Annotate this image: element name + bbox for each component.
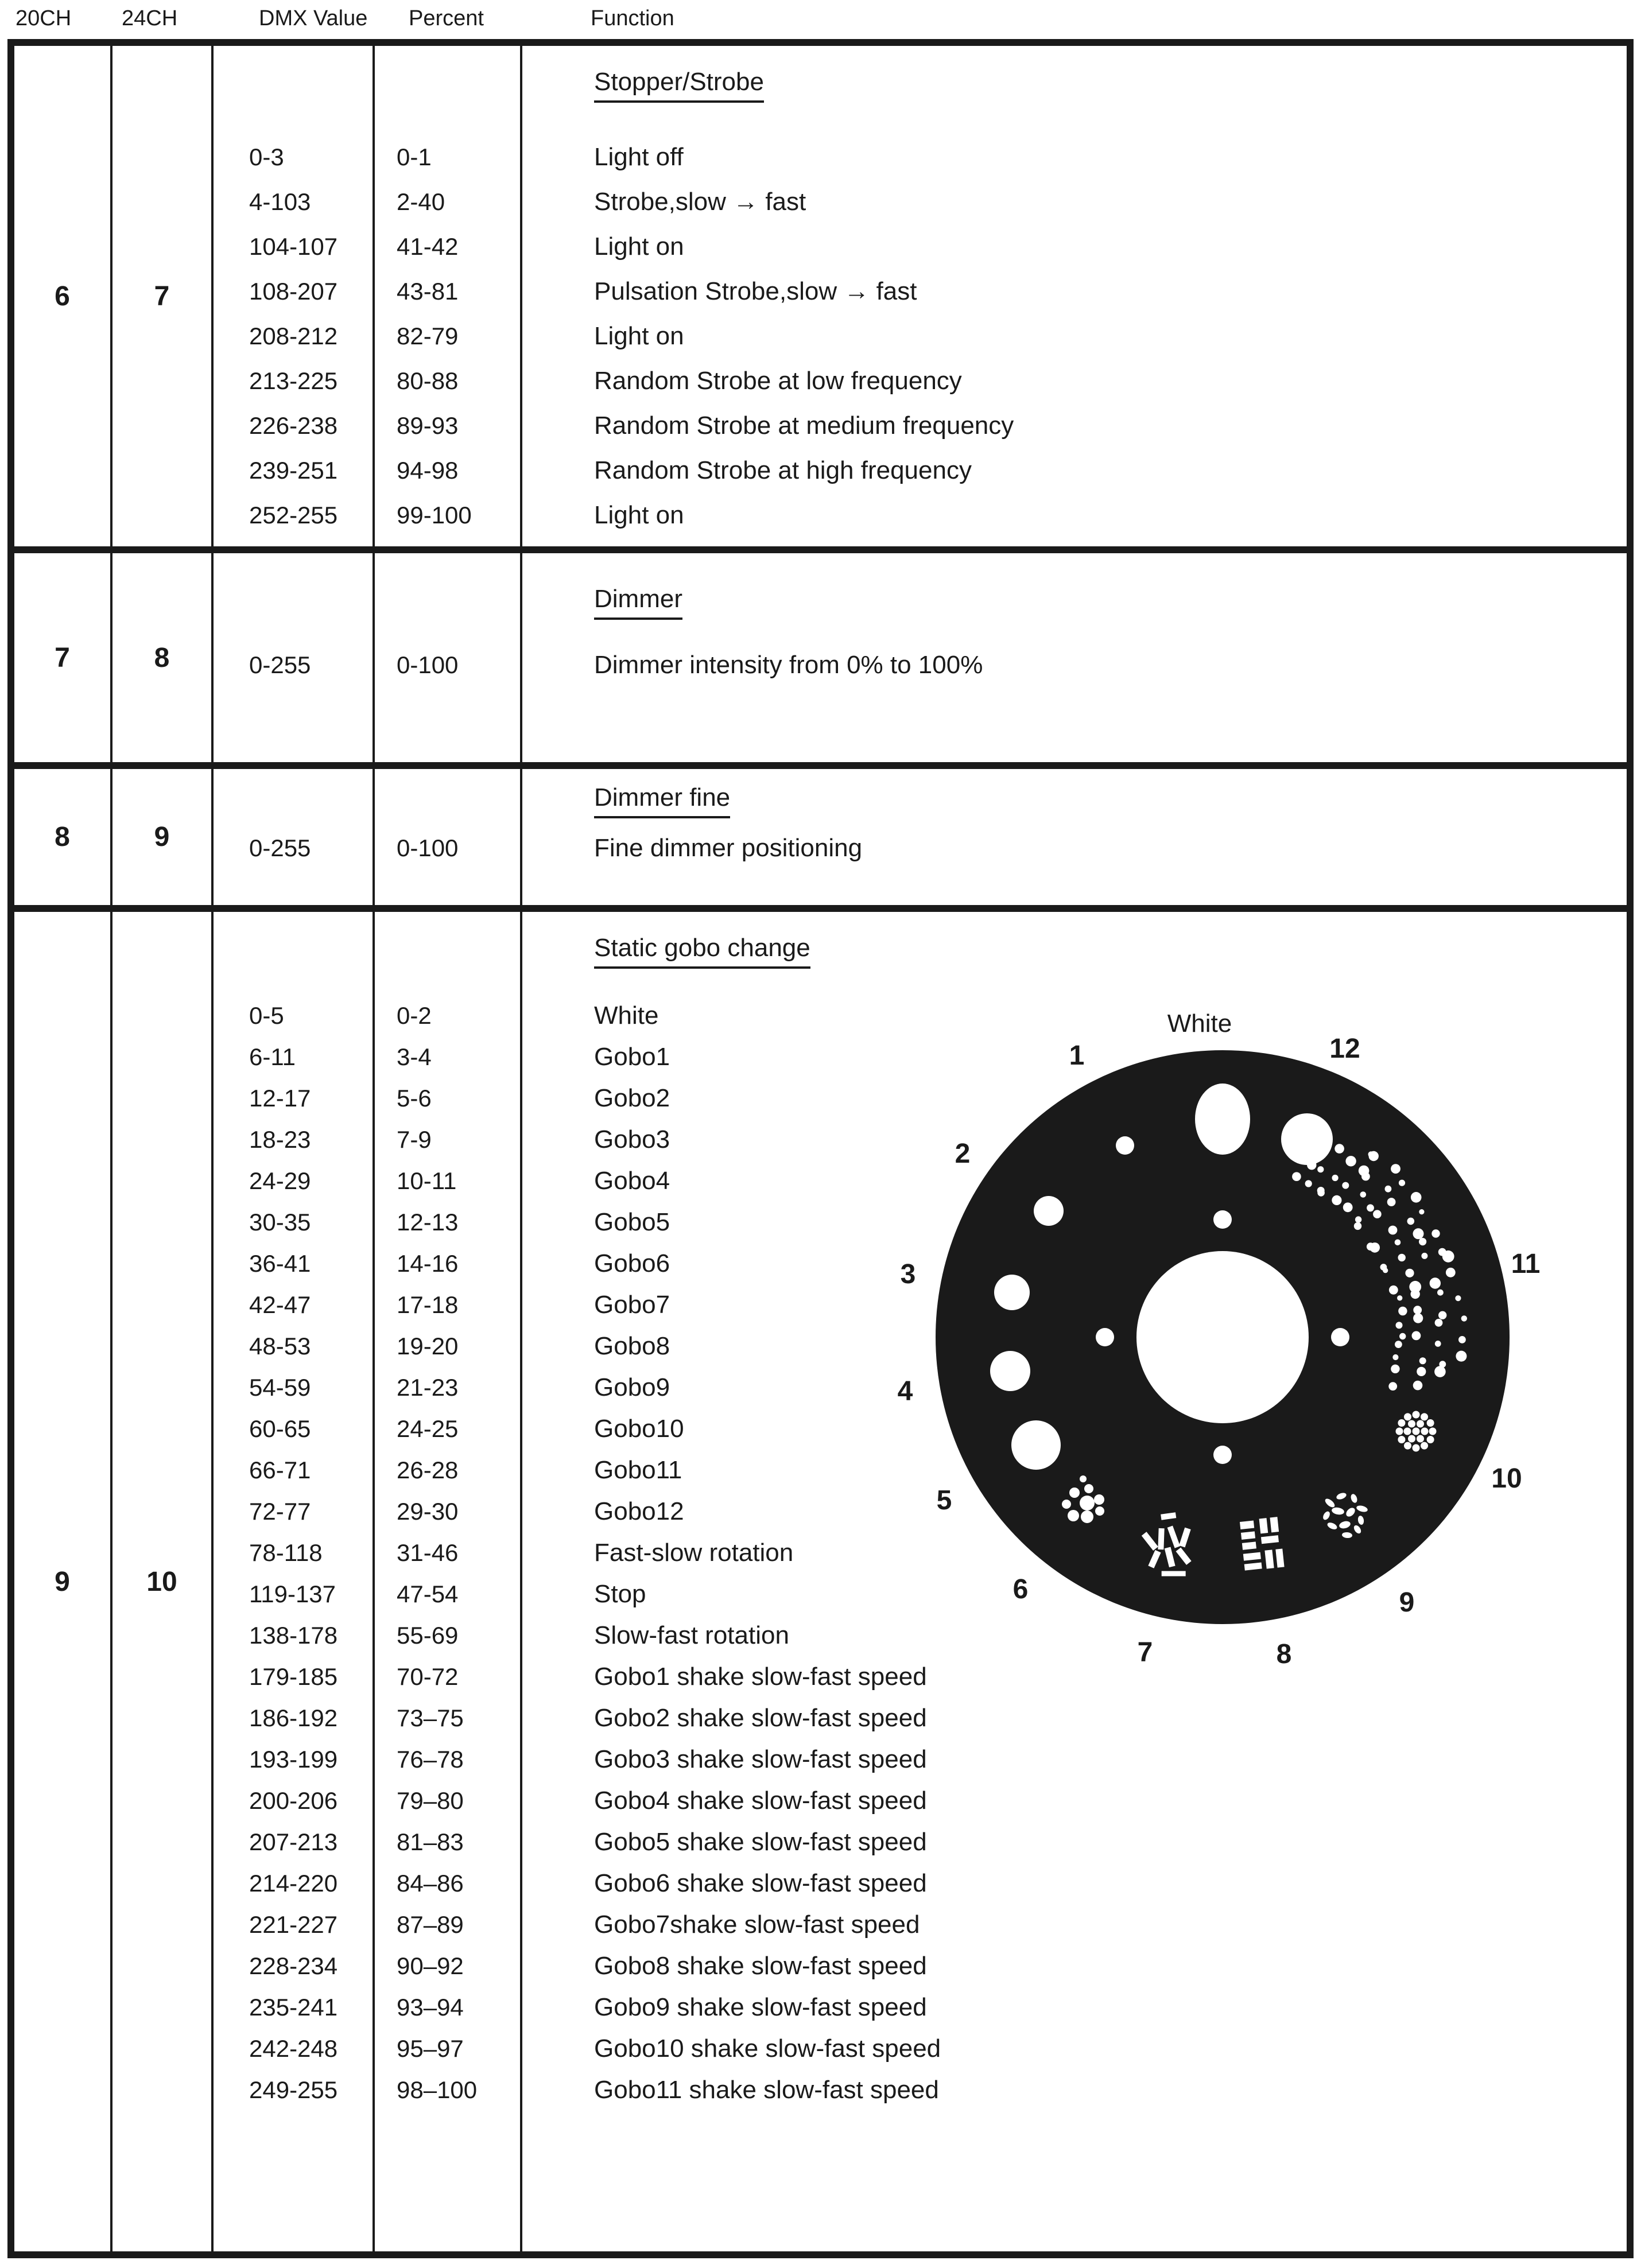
dmx-value: 221-227 [249, 1911, 338, 1938]
column-header-percent: Percent [409, 6, 484, 30]
function-text: Gobo3 shake slow-fast speed [594, 1745, 927, 1773]
percent-value: 47-54 [397, 1580, 459, 1607]
dmx-value: 207-213 [249, 1828, 338, 1855]
percent-value: 2-40 [397, 188, 445, 215]
dmx-value: 108-207 [249, 278, 338, 305]
percent-column [375, 769, 522, 905]
percent-value: 43-81 [397, 278, 459, 305]
percent-value: 84–86 [397, 1870, 464, 1897]
function-text: Gobo8 shake slow-fast speed [594, 1952, 927, 1980]
dmx-value: 24-29 [249, 1167, 311, 1194]
function-text: Strobe,slow → fast [594, 188, 806, 216]
percent-value: 24-25 [397, 1415, 459, 1442]
function-text: Gobo2 [594, 1084, 670, 1112]
section-dimmer [14, 546, 1627, 762]
percent-value: 3-4 [397, 1043, 432, 1070]
wheel-label-3: 3 [900, 1259, 916, 1290]
wheel-label-7: 7 [1137, 1637, 1153, 1668]
function-text: Gobo8 [594, 1332, 670, 1360]
percent-value: 0-100 [397, 834, 459, 861]
function-text: Gobo6 shake slow-fast speed [594, 1869, 927, 1897]
column-header-20ch: 20CH [15, 6, 72, 30]
column-header-function: Function [591, 6, 674, 30]
function-text: Gobo10 [594, 1415, 684, 1443]
percent-value: 79–80 [397, 1787, 464, 1814]
section-stopper-strobe [14, 46, 1627, 546]
function-text: Gobo10 shake slow-fast speed [594, 2034, 941, 2063]
dmx-value: 104-107 [249, 233, 338, 260]
function-text: Gobo12 [594, 1497, 684, 1525]
percent-value: 95–97 [397, 2035, 464, 2062]
dmx-value: 72-77 [249, 1498, 311, 1525]
dmx-value: 0-255 [249, 834, 311, 861]
dmx-value-column [214, 553, 375, 762]
wheel-label-5: 5 [936, 1485, 952, 1516]
dmx-value: 179-185 [249, 1663, 338, 1690]
channel-20ch-value: 8 [14, 769, 112, 905]
percent-value: 80-88 [397, 367, 459, 394]
wheel-label-12: 12 [1329, 1034, 1360, 1064]
column-header-24ch: 24CH [122, 6, 178, 30]
function-text: Gobo7 [594, 1291, 670, 1319]
function-text: Gobo1 [594, 1043, 670, 1071]
dmx-value-column [214, 46, 375, 546]
gobo-white-aperture [1195, 1083, 1250, 1155]
dmx-value: 138-178 [249, 1622, 338, 1649]
wheel-label-9: 9 [1399, 1587, 1415, 1618]
channel-24ch-value: 10 [112, 912, 214, 2251]
dmx-value: 208-212 [249, 323, 338, 349]
function-text: Random Strobe at low frequency [594, 367, 962, 395]
function-text: Pulsation Strobe,slow → fast [594, 277, 917, 305]
wheel-label-2: 2 [955, 1139, 971, 1169]
wheel-label-4: 4 [897, 1376, 913, 1407]
wheel-label-6: 6 [1012, 1574, 1029, 1605]
dmx-value: 228-234 [249, 1952, 338, 1979]
percent-value: 10-11 [397, 1167, 457, 1194]
percent-value: 94-98 [397, 457, 459, 484]
function-text: Fine dimmer positioning [594, 834, 863, 862]
percent-value: 70-72 [397, 1663, 459, 1690]
section-title: Static gobo change [594, 934, 810, 969]
dmx-value: 213-225 [249, 367, 338, 394]
dmx-value: 36-41 [249, 1250, 311, 1277]
channel-24ch-value: 8 [112, 553, 214, 762]
percent-value: 93–94 [397, 1994, 464, 2021]
channel-20ch-value: 7 [14, 553, 112, 762]
section-title: Dimmer fine [594, 783, 730, 818]
dmx-value: 186-192 [249, 1704, 338, 1731]
percent-value: 17-18 [397, 1291, 459, 1318]
function-column [522, 553, 1627, 762]
wheel-label-1: 1 [1069, 1040, 1085, 1071]
percent-value: 55-69 [397, 1622, 459, 1649]
function-text: White [594, 1001, 659, 1030]
percent-value: 76–78 [397, 1746, 464, 1773]
percent-value: 26-28 [397, 1457, 459, 1483]
percent-value: 89-93 [397, 412, 459, 439]
percent-value: 14-16 [397, 1250, 459, 1277]
gobo-wheel-diagram [884, 999, 1561, 1676]
dmx-value: 119-137 [249, 1580, 336, 1607]
percent-value: 81–83 [397, 1828, 464, 1855]
dmx-value: 54-59 [249, 1374, 311, 1401]
percent-value: 90–92 [397, 1952, 464, 1979]
function-text: Light on [594, 232, 684, 261]
gobo-5-aperture [1011, 1420, 1061, 1470]
function-text: Gobo11 [594, 1456, 682, 1484]
function-text: Dimmer intensity from 0% to 100% [594, 651, 983, 679]
function-text: Light on [594, 501, 684, 529]
function-text: Gobo11 shake slow-fast speed [594, 2076, 939, 2104]
dmx-value: 252-255 [249, 502, 338, 529]
dmx-value: 6-11 [249, 1043, 296, 1070]
percent-value: 7-9 [397, 1126, 432, 1153]
function-text: Gobo9 shake slow-fast speed [594, 1993, 927, 2021]
function-column [522, 769, 1627, 905]
function-text: Light off [594, 143, 684, 171]
channel-24ch-value: 7 [112, 46, 214, 546]
dmx-value: 0-255 [249, 651, 311, 678]
percent-value: 99-100 [397, 502, 472, 529]
dmx-value: 242-248 [249, 2035, 338, 2062]
dmx-value: 226-238 [249, 412, 338, 439]
dmx-value: 193-199 [249, 1746, 338, 1773]
percent-column [375, 553, 522, 762]
dmx-value: 48-53 [249, 1333, 311, 1360]
function-text: Fast-slow rotation [594, 1539, 794, 1567]
dmx-value: 78-118 [249, 1539, 323, 1566]
gobo-2-aperture [1034, 1196, 1064, 1226]
section-title: Stopper/Strobe [594, 68, 764, 103]
function-text: Gobo5 [594, 1208, 670, 1236]
dmx-value: 0-3 [249, 143, 284, 170]
percent-value: 29-30 [397, 1498, 459, 1525]
dmx-value: 235-241 [249, 1994, 338, 2021]
percent-value: 19-20 [397, 1333, 459, 1360]
dmx-value: 18-23 [249, 1126, 311, 1153]
percent-value: 73–75 [397, 1704, 464, 1731]
dmx-value: 4-103 [249, 188, 311, 215]
percent-value: 98–100 [397, 2076, 478, 2103]
function-text: Gobo3 [594, 1125, 670, 1154]
gobo-12-aperture [1281, 1113, 1333, 1165]
channel-20ch-value: 6 [14, 46, 112, 546]
gobo-4-aperture [990, 1351, 1030, 1391]
dmx-value: 239-251 [249, 457, 338, 484]
channel-20ch-value: 9 [14, 912, 112, 2251]
function-text: Gobo1 shake slow-fast speed [594, 1663, 927, 1691]
gobo-1-aperture [1116, 1136, 1134, 1155]
percent-value: 82-79 [397, 323, 459, 349]
function-text: Stop [594, 1580, 646, 1608]
percent-value: 0-100 [397, 651, 459, 678]
function-text: Slow-fast rotation [594, 1621, 789, 1649]
percent-value: 0-1 [397, 143, 432, 170]
function-text: Gobo7shake slow-fast speed [594, 1910, 920, 1939]
wheel-label-8: 8 [1276, 1639, 1292, 1669]
percent-value: 0-2 [397, 1002, 432, 1029]
dmx-value: 66-71 [249, 1457, 311, 1483]
function-text: Light on [594, 322, 684, 350]
function-column [522, 46, 1627, 546]
percent-column [375, 912, 522, 2251]
function-text: Random Strobe at high frequency [594, 456, 972, 484]
wheel-label-11: 11 [1511, 1249, 1541, 1279]
percent-value: 5-6 [397, 1085, 432, 1112]
dmx-value: 30-35 [249, 1209, 311, 1236]
function-text: Gobo4 shake slow-fast speed [594, 1787, 927, 1815]
section-title: Dimmer [594, 585, 682, 620]
dmx-value: 200-206 [249, 1787, 338, 1814]
percent-column [375, 46, 522, 546]
percent-value: 21-23 [397, 1374, 459, 1401]
percent-value: 31-46 [397, 1539, 459, 1566]
column-header-dmx: DMX Value [259, 6, 368, 30]
dmx-value: 249-255 [249, 2076, 338, 2103]
wheel-label-white: White [1167, 1009, 1232, 1038]
dmx-value: 0-5 [249, 1002, 284, 1029]
percent-value: 87–89 [397, 1911, 464, 1938]
gobo-3-aperture [994, 1275, 1030, 1310]
dmx-value-column [214, 769, 375, 905]
function-text: Gobo2 shake slow-fast speed [594, 1704, 927, 1732]
function-text: Gobo6 [594, 1249, 670, 1277]
dmx-value: 60-65 [249, 1415, 311, 1442]
dmx-value: 214-220 [249, 1870, 338, 1897]
channel-24ch-value: 9 [112, 769, 214, 905]
percent-value: 12-13 [397, 1209, 459, 1236]
dmx-value: 42-47 [249, 1291, 311, 1318]
section-dimmer-fine [14, 762, 1627, 905]
function-text: Gobo4 [594, 1167, 670, 1195]
function-text: Random Strobe at medium frequency [594, 411, 1014, 440]
function-text: Gobo9 [594, 1373, 670, 1401]
dmx-value-column [214, 912, 375, 2251]
dmx-value: 12-17 [249, 1085, 311, 1112]
function-text: Gobo5 shake slow-fast speed [594, 1828, 927, 1856]
wheel-label-10: 10 [1491, 1463, 1522, 1494]
percent-value: 41-42 [397, 233, 459, 260]
